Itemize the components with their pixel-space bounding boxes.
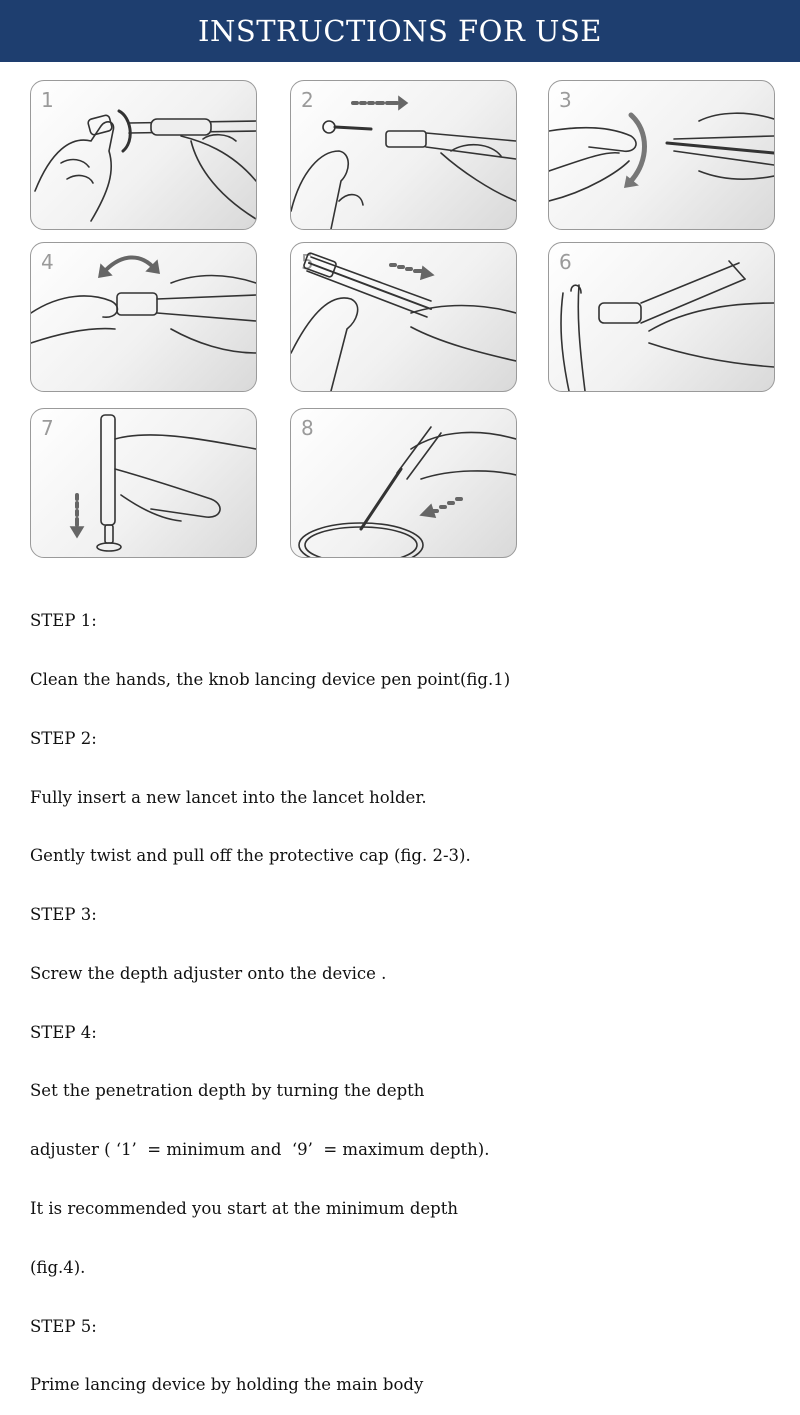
pull-cocking-barrel-illustration xyxy=(291,243,516,391)
instruction-line: STEP 4: xyxy=(30,1022,97,1042)
page-title: INSTRUCTIONS FOR USE xyxy=(198,14,602,48)
instruction-line: Clean the hands, the knob lancing device pen point(fig.1) xyxy=(30,669,511,689)
figure-4-panel xyxy=(30,242,257,392)
instruction-line: Set the penetration depth by turning the depth xyxy=(30,1081,425,1101)
figure-number: 8 xyxy=(301,416,314,440)
figure-5-panel xyxy=(290,242,517,392)
figure-1-panel xyxy=(30,80,257,230)
instruction-line: Fully insert a new lancet into the lancet holder. xyxy=(30,787,427,807)
instruction-line: It is recommended you start at the minimum depth xyxy=(30,1199,458,1218)
figure-8-panel xyxy=(290,408,517,558)
figure-number: 5 xyxy=(301,250,314,274)
figure-number: 2 xyxy=(301,88,314,112)
instruction-line: Gently twist and pull off the protective cap (fig. 2-3). xyxy=(30,846,471,866)
instruction-line: adjuster ( ‘1’ = minimum and ‘9’ = maximum depth). xyxy=(30,1140,490,1160)
figure-3-panel xyxy=(548,80,775,230)
instruction-line: Screw the depth adjuster onto the device . xyxy=(30,963,387,983)
instruction-text xyxy=(30,572,790,1415)
figure-7-panel xyxy=(30,408,257,558)
instruction-line: STEP 3: xyxy=(30,905,97,925)
figure-number: 6 xyxy=(559,250,572,274)
instruction-line: STEP 5: xyxy=(30,1316,97,1336)
figure-number: 3 xyxy=(559,88,572,112)
screw-adjuster-illustration xyxy=(31,243,256,391)
figure-2-panel xyxy=(290,80,517,230)
figure-number: 4 xyxy=(41,250,54,274)
header-banner xyxy=(0,0,800,62)
press-on-finger-illustration xyxy=(31,409,256,557)
twist-off-cap-illustration xyxy=(549,81,774,229)
insert-lancet-illustration xyxy=(291,81,516,229)
instruction-line: STEP 1: xyxy=(30,611,97,631)
instruction-line: STEP 2: xyxy=(30,728,97,748)
figure-number: 1 xyxy=(41,88,54,112)
figure-6-panel xyxy=(548,242,775,392)
instruction-line: (fig.4). xyxy=(30,1257,86,1277)
set-depth-illustration xyxy=(549,243,774,391)
instruction-line: Prime lancing device by holding the main body xyxy=(30,1375,424,1395)
figure-number: 7 xyxy=(41,416,54,440)
remove-cap-twist-illustration xyxy=(31,81,256,229)
dispose-lancet-illustration xyxy=(291,409,516,557)
